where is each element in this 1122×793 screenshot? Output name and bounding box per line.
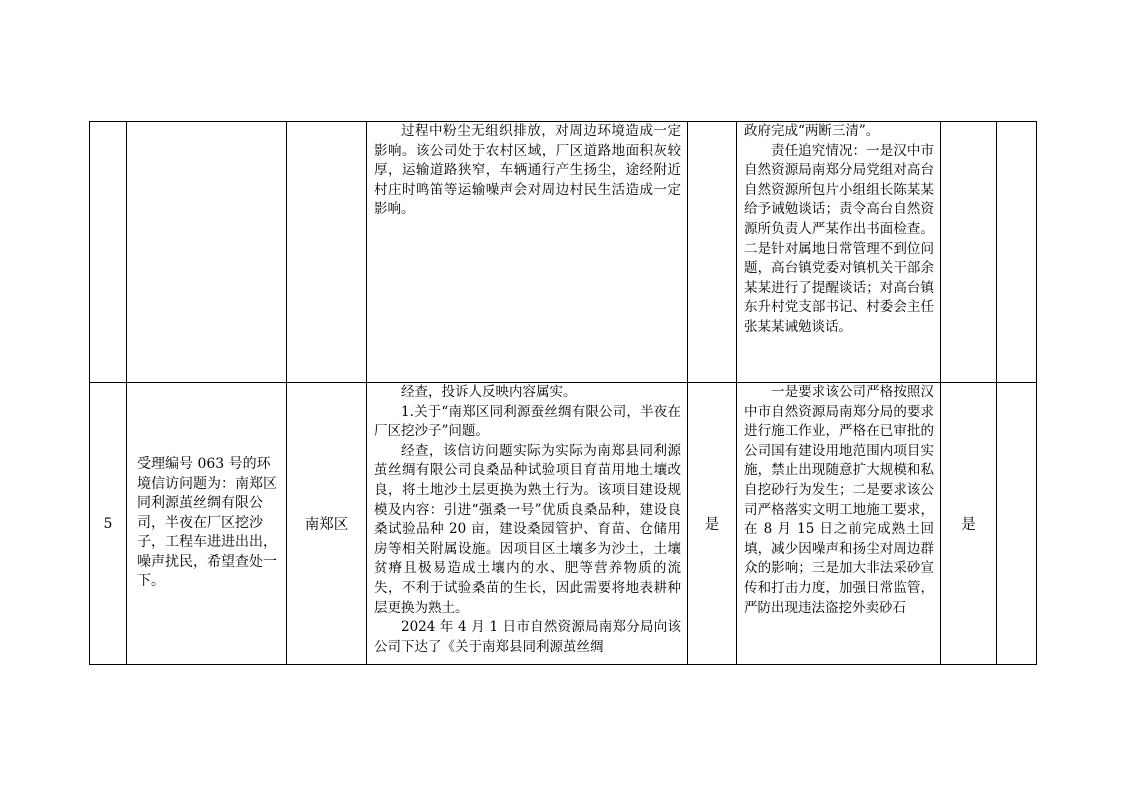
handling-cell [737, 383, 941, 665]
rectified-cell [941, 122, 997, 383]
rectified-cell: 是 [941, 383, 997, 665]
remark-cell [997, 122, 1037, 383]
table-row [90, 383, 1037, 665]
verified-cell: 是 [688, 383, 737, 665]
complaint-text: 受理编号 063 号的环境信访问题为：南郑区同利源茧丝绸有限公司，半夜在厂区挖沙子，工程车进进出出，噪声扰民，希望查处一下。 [137, 455, 277, 590]
investigation-paragraph: 2024 年 4 月 1 日市自然资源局南郑分局向该公司下达了《关于南郑县同利源茧丝绸 [374, 619, 681, 655]
complaint-table [89, 121, 1037, 665]
investigation-paragraph: 经查，该信访问题实际为实际为南郑县同利源茧丝绸有限公司良桑品种试验项目育苗用地土壤改良，将土地沙土层更换为熟土行为。该项目建设规模及内容：引进“强桑一号”优质良桑品种，建设良桑试验品种 20 亩，建设桑园管护、育苗、仓储用房等相关附属设施。因项目区土壤多为沙土，土壤贫瘠且极易造成土壤内的水、肥等营养物质的流失，不利于试验桑苗的生长，因此需要将地表耕种层更换为熟土。 [374, 442, 681, 616]
index-cell [90, 122, 127, 383]
district-cell: 南郑区 [287, 383, 367, 665]
handling-paragraph: 政府完成“两断三清”。 [744, 123, 880, 139]
complaint-cell [127, 383, 287, 665]
investigation-paragraph: 经查，投诉人反映内容属实。 [401, 384, 577, 400]
handling-cell [737, 122, 941, 383]
investigation-cell [367, 383, 688, 665]
index-cell: 5 [90, 383, 127, 665]
table-row [90, 122, 1037, 383]
complaint-cell [127, 122, 287, 383]
handling-paragraph: 责任追究情况：一是汉中市自然资源局南郑分局党组对高台自然资源所包片小组组长陈某某给予诫勉谈话；责令高台自然资源所负责人严某作出书面检查。二是针对属地日常管理不到位问题，高台镇党委对镇机关干部余某某进行了提醒谈话；对高台镇东升村党支部书记、村委会主任张某某诫勉谈话。 [744, 142, 934, 335]
remark-cell [997, 383, 1037, 665]
investigation-paragraph: 1.关于“南郑区同利源蚕丝绸有限公司，半夜在厂区挖沙子”问题。 [374, 403, 681, 440]
handling-paragraph: 一是要求该公司严格按照汉中市自然资源局南郑分局的要求进行施工作业，严格在已审批的公司国有建设用地范围内项目实施，禁止出现随意扩大规模和私自挖砂行为发生；二是要求该公司严格落实文明工地施工要求，在 8 月 15 日之前完成熟土回填，减少因噪声和扬尘对周边群众的影响；三是加大非法采砂宣传和打击力度，加强日常监管，严防出现违法盗挖外卖砂石 [744, 384, 934, 616]
district-cell [287, 122, 367, 383]
investigation-cell [367, 122, 688, 383]
verified-cell [688, 122, 737, 383]
investigation-paragraph: 过程中粉尘无组织排放，对周边环境造成一定影响。该公司处于农村区域，厂区道路地面积灰较厚，运输道路狭窄，车辆通行产生扬尘，途经附近村庄时鸣笛等运输噪声会对周边村民生活造成一定影响。 [374, 123, 681, 218]
